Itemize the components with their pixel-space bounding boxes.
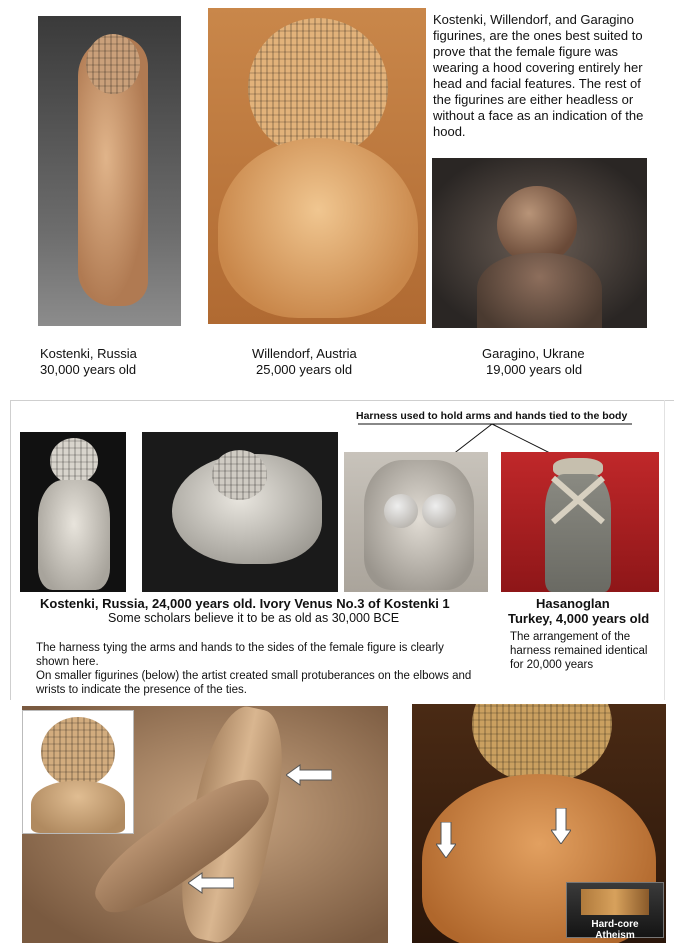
photo-kostenki-front [20,432,126,592]
photo-garagino [432,158,647,328]
logo-text: Hard-core Atheism [591,919,639,941]
hasanoglan-title-1: Hasanoglan [536,596,610,611]
arrow-down-icon [436,822,456,858]
hasanoglan-title-2: Turkey, 4,000 years old [508,611,650,626]
section-frame-right [664,400,665,700]
caption-kostenki-age: 30,000 years old [40,362,137,377]
section-divider [10,400,674,401]
caption-willendorf-age: 25,000 years old [256,362,353,377]
arrow-down-icon [551,808,571,844]
kostenki-ivory-title: Kostenki, Russia, 24,000 years old. Ivory Venus No.3 of Kostenki 1 [40,596,450,611]
caption-kostenki-place: Kostenki, Russia [40,346,137,361]
photo-hasanoglan [501,452,659,592]
photo-willendorf [208,8,426,324]
arrow-left-icon [286,764,332,786]
section-frame-left [10,400,11,700]
arrow-left-icon [188,872,234,894]
hasanoglan-note: The arrangement of the harness remained identical for 20,000 years [510,631,648,671]
logo-emblem-icon [581,889,649,915]
logo-badge [566,882,664,941]
caption-willendorf-place: Willendorf, Austria [252,346,357,361]
caption-garagino-place: Garagino, Ukrane [482,346,585,361]
intro-paragraph: Kostenki, Willendorf, and Garagino figurines, are the ones best suited to prove that the female figure was wearing a hood covering entirely her head and facial features. The rest of the figurines are either headless or without a face as an indication of the hood. [433,12,644,139]
harness-paragraph-1: The harness tying the arms and hands to the sides of the female figure is clearly shown here. [36,642,444,668]
photo-kostenki-side [142,432,338,592]
harness-label: Harness used to hold arms and hands tied to the body [356,410,628,422]
photo-inset-willendorf [22,710,134,834]
caption-garagino-age: 19,000 years old [486,362,583,377]
kostenki-ivory-subtitle: Some scholars believe it to be as old as 30,000 BCE [108,611,400,625]
photo-kostenki-30000 [38,16,181,326]
photo-figurine-harness [344,452,488,592]
harness-paragraph-2: On smaller figurines (below) the artist created small protuberances on the elbows and wrists to indicate the presence of the ties. [36,670,472,696]
